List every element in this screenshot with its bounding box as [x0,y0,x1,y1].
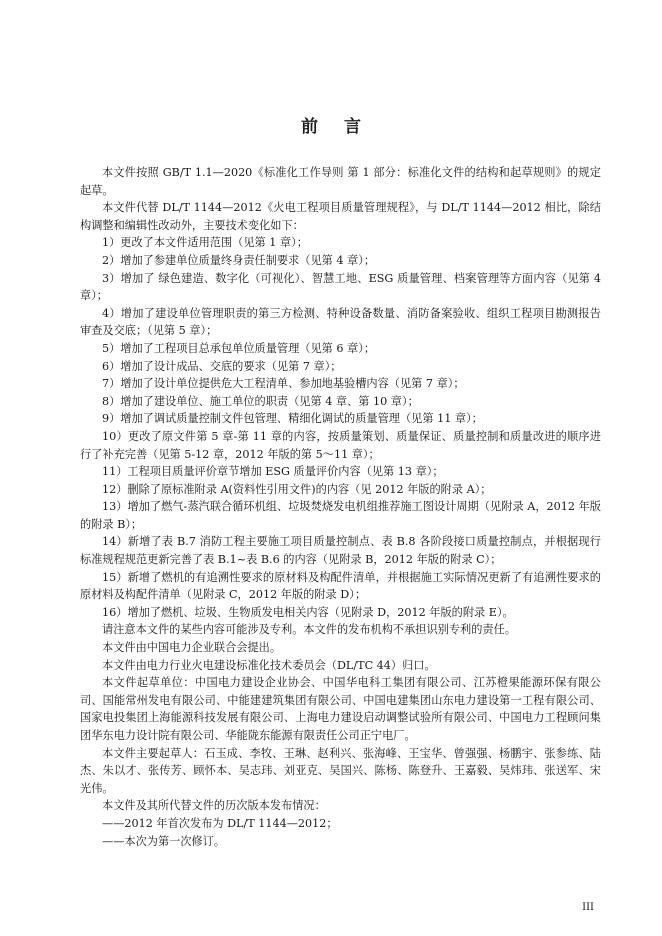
list-item: 11）工程项目质量评价章节增加 ESG 质量评价内容（见第 13 章）； [102,465,444,479]
list-item: 6）增加了设计成品、交底的要求（见第 7 章）； [102,359,342,373]
list-item: 7）增加了设计单位提供危大工程清单、参加地基验槽内容（见第 7 章）； [102,377,465,391]
list-item: 15）新增了燃机的有追溯性要求的原材料及构配件清单，并根据施工实际情况更新了有追溯性要求的原材料及构配件清单（见附录 C，2012 年版的附录 D）； [80,570,601,602]
list-item: 9）增加了调试质量控制文件包管理、精细化调试的质量管理（见第 11 章）； [102,412,483,426]
paragraph: 本文件代替 DL/T 1144—2012《火电工程项目质量管理规程》，与 DL/T 1144—2012 相比，除结构调整和编辑性改动外，主要技术变化如下： [80,201,601,232]
list-item: 13）增加了燃气-蒸汽联合循环机组、垃圾焚烧发电机组推荐施工图设计周期（见附录 A，2012 年版的附录 B）； [80,500,601,531]
paragraph: 本文件主要起草人：石玉成、李牧、王琳、赵利兴、张海峰、王宝华、曾强强、杨鹏宇、张参练、陆杰、朱以才、张传芳、顾怀本、吴志玮、刘亚克、吴国兴、陈杨、陈登升、王嘉毅、吴炜玮、张送军、宋光伟。 [80,746,601,795]
document-body [80,164,601,850]
list-item: 2）增加了参建单位质量终身责任制要求（见第 4 章）； [102,253,376,267]
page-title: 前言 [301,117,387,137]
list-item: 12）删除了原标准附录 A(资料性引用文件)的内容（见 2012 年版的附录 A）； [102,482,492,496]
list-item: 3）增加了 绿色建造、数字化（可视化）、智慧工地、ESG 质量管理、档案管理等方面内容（见第 4 章）； [80,271,601,303]
paragraph: 请注意本文件的某些内容可能涉及专利。本文件的发布机构不承担识别专利的责任。 [102,623,516,637]
paragraph: 本文件按照 GB/T 1.1—2020《标准化工作导则 第 1 部分：标准化文件的结构和起草规则》的规定起草。 [80,166,601,197]
list-item: 8）增加了建设单位、施工单位的职责（见第 4 章、第 10 章）； [102,394,419,408]
list-item: 4）增加了建设单位管理职责的第三方检测、特种设备数量、消防备案验收、组织工程项目勘测报告审查及交底；（见第 5 章）； [80,306,601,338]
paragraph: 本文件由中国电力企业联合会提出。 [102,641,282,655]
paragraph: 本文件起草单位：中国电力建设企业协会、中国华电科工集团有限公司、江苏橙果能源环保有限公司、国能常州发电有限公司、中能建建筑集团有限公司、中国电建集团山东电力建设第一工程有限公司、国家电投集团上海能源科技发展有限公司、上海电力建设启动调整试验所有限公司、中国电力工程顾问集团华东电力设计院有限公司、华能陇东能源有限责任公司正宁电厂。 [80,676,601,742]
list-item: 5）增加了工程项目总承包单位质量管理（见第 6 章）； [102,341,376,355]
page-number: III [582,902,594,913]
list-item: 10）更改了原文件第 5 章-第 11 章的内容，按质量策划、质量保证、质量控制和质量改进的顺序进行了补充完善（见第 5-12 章，2012 年版的第 5～11 章）； [80,429,601,461]
list-item: ——本次为第一次修订。 [102,834,226,848]
list-item: 1）更改了本文件适用范围（见第 1 章）； [102,236,308,250]
paragraph: 本文件及其所代替文件的历次版本发布情况： [102,799,326,813]
list-item: 14）新增了表 B.7 消防工程主要施工项目质量控制点、表 B.8 各阶段接口质量控制点，并根据现行标准规程规范更新完善了表 B.1~表 B.6 的内容（见附录 B，2012 年版的附录 C）； [80,535,601,567]
list-item: ——2012 年首次发布为 DL/T 1144—2012； [102,816,338,830]
paragraph: 本文件由电力行业火电建设标准化技术委员会（DL/TC 44）归口。 [102,658,436,672]
list-item: 16）增加了燃机、垃圾、生物质发电相关内容（见附录 D，2012 年版的附录 E）。 [102,605,514,619]
